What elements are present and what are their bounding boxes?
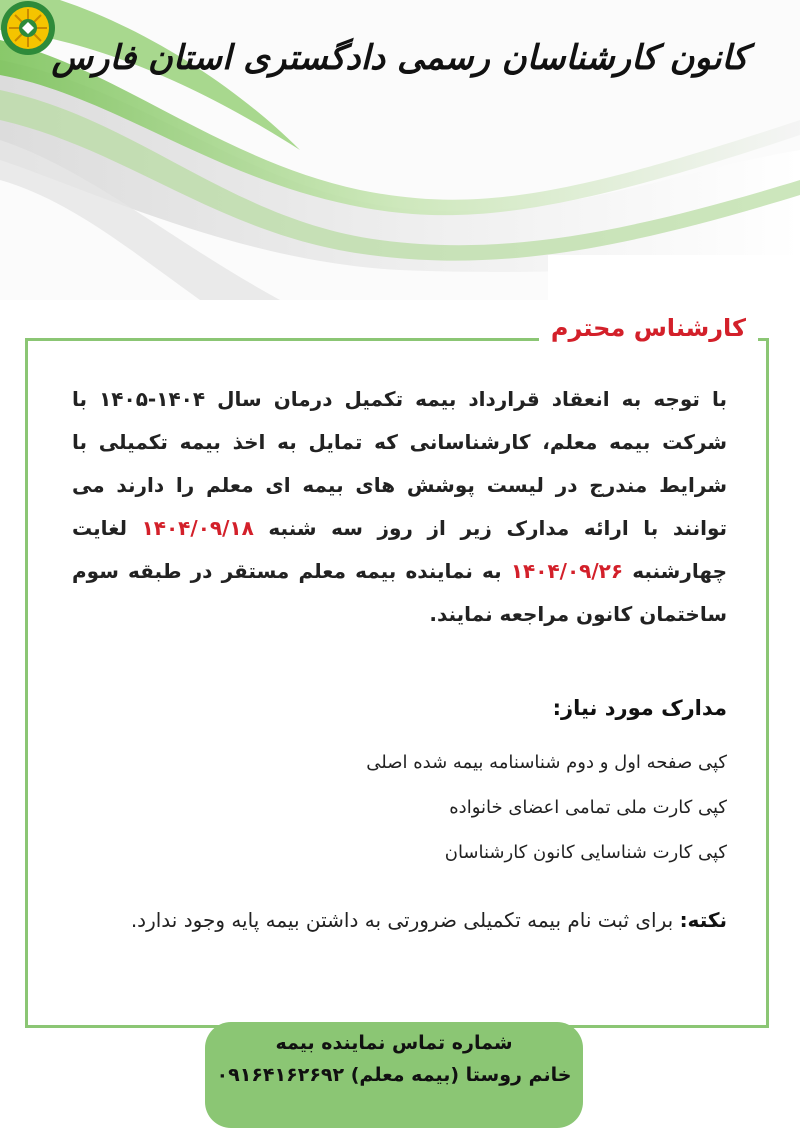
end-date: ۱۴۰۴/۰۹/۲۶: [510, 559, 624, 583]
intro-text-2: لغایت چهارشنبه: [72, 516, 727, 583]
required-documents-list: [366, 740, 727, 875]
list-item: کپی کارت ملی تمامی اعضای خانواده: [449, 797, 727, 818]
start-date: ۱۴۰۴/۰۹/۱۸: [141, 516, 254, 540]
list-item: کپی کارت شناسایی کانون کارشناسان: [444, 842, 727, 863]
organization-title: کانون کارشناسان رسمی دادگستری استان فارس: [51, 38, 748, 78]
contact-name-phone: خانم روستا (بیمه معلم) ۰۹۱۶۴۱۶۲۶۹۲: [216, 1064, 572, 1086]
list-item: کپی صفحه اول و دوم شناسنامه بیمه شده اصلی: [366, 752, 727, 773]
intro-text-1: با توجه به انعقاد قرارداد بیمه تکمیل درمان سال ۱۴۰۴-۱۴۰۵ با شرکت بیمه معلم، کارشناسانی که تمایل به اخذ بیمه تکمیلی با شرایط مندرج در لیست پوشش های بیمه ای معلم را دارند می توانند با ارائه مدارک زیر از روز سه شنبه: [72, 387, 728, 540]
header-banner: [0, 0, 800, 300]
note-label: نکته:: [679, 908, 727, 932]
intro-paragraph: [72, 378, 727, 636]
contact-title: شماره تماس نماینده بیمه: [275, 1032, 513, 1054]
salutation-heading: کارشناس محترم: [539, 314, 758, 342]
note-text: برای ثبت نام بیمه تکمیلی ضرورتی به داشتن بیمه پایه وجود ندارد.: [130, 908, 680, 932]
contact-box: [205, 1022, 583, 1128]
note-paragraph: [72, 898, 727, 942]
required-documents-heading: مدارک مورد نیاز:: [552, 696, 727, 720]
justice-experts-emblem-icon: [0, 0, 56, 56]
intro-text-3: به نماینده بیمه معلم مستقر در طبقه سوم ساختمان کانون مراجعه نمایند.: [72, 559, 727, 626]
